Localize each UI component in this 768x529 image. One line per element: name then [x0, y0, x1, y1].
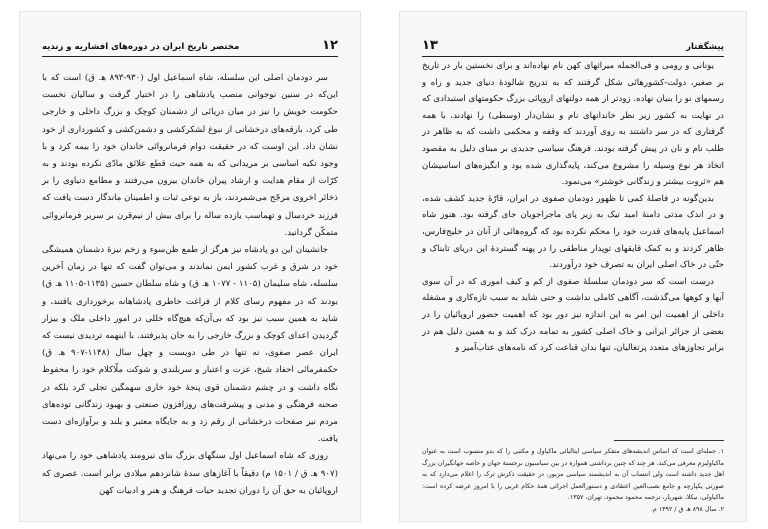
running-title: مختصر تاریخ ایران در دوره‌های افشاریه و زندیه: [42, 42, 240, 52]
left-page-header: [42, 40, 338, 57]
paragraph: بدین‌گونه در فاصلهٔ کمی تا ظهور دودمان صفوی در ایران، قارّهٔ جدید کشف شده، و در اندک مدتی دامنهٔ امید تیک به زیر پای ماجراجویان جای گرفته بود. هنوز شاه اسماعیل پایه‌های قدرت خود را محکم نکرده بود که گروه‌هائی از آنان در خلیج‌فارس، ظاهر کردند و به کمک قایقهای توپدار مناطقی را در پهنه گستردهٔ این دریای تابناک و حتّی در خاک اصلی ایران به تصرف خود درآوردند.: [422, 193, 724, 271]
left-page-body: [42, 70, 338, 500]
left-page: [20, 12, 360, 521]
paragraph: درست است که سر دودمان سلسلهٔ صفوی از کم و کیف اموری که در آن سوی آبها و کوهها می‌گذشت، آگاهی کاملی نداشت و حتی شاید به سبب تازه‌کاری و مشغله داخلی از اهمیت این امر به این اندازه نیز دور بود که اهمیت حضور اروپائیان را در بعضی از جزائر ایرانی و خاک اصلی کشور به تمامه درک کند و به همین دلیل هم در برابر تجاوزهای متعدد پرتغالیان، تنها بدان قناعت کرد که نامه‌های عتاب‌آمیز و: [422, 276, 724, 354]
footnote: ۲. سال ۸۹۸ ه‍. ق / ۱۴۹۲ م.: [650, 505, 724, 513]
page-number: ۱۳: [422, 38, 438, 53]
paragraph: یونانی و رومی و فی‌الجمله میراثهای کهن نام نهاده‌اند و برای نخستین بار در تاریخ بر صغیر، دولت-کشورهائی شکل گرفتند که به تدریج شالودهٔ دنیای جدید و راه و رسمهای نو را بنیان نهاده. زودتر از همه دولتهای اروپائی بزرگ حکومتهای استبدادی که در نهایت به کشور زیر نظر خاندانهای نام و نشان‌دار (وسطی) را نهادند، با همه گرفتاری که در سر داشتند به روی آوردند که وقفه و محکمی داشت که به ظاهر در طلب نام و نان در پیش گرفته بودند. فرهنگ سیاسی جدیدی بر مبنای دلیل به مقصود اتخاذ هر نوع وسیله را مشروع می‌کند، پایه‌گذاری شده بود و انگیزه‌های اساسیشان هم «ثروت بیشتر و زندگانی خوشتر» می‌نمود.: [422, 61, 724, 188]
right-page-body: [422, 58, 724, 357]
paragraph: روزی که شاه اسماعیل اول سنگهای بزرگ بنای نیرومند پادشاهی خود را می‌نهاد (۹۰۷ ه‍. ق / ۱۵۰۱ م) دقیقاً با آغازهای سدهٔ شانزدهم میلادی برابر است. عصری که اروپائیان به حق آن را دوران تجدید حیات فرهنگ و هنر و ادبیات کهن: [42, 451, 338, 496]
footnote: ۱. جمله‌ای است که اساس اندیشه‌های متفکر سیاسی ایتالیائی ماکیاول و مکتبی را که بدو منسوب است به عنوان ماکیاولیزم معرفی می‌کند، هر چند که چنین برداشتی همواره در بین سیاسیون برجستهٔ جهان و خاصه جهانگیران بزرگ اهل جدید داشته است ولی انتساب آن به اندیشمند سیاسی مزبور، در حقیقت ذکرش ترک را اعلام می‌دارد که به صورتی یکپارچه و جامع نصب‌العین اعتقادی و دستورالعمل اجرائی همهٔ حکام غربی را با امروز عرضه کرده است: ماکیاولی، نیکلا، شهریار، ترجمه محمود محمود، تهران، ۱۳۵۷.: [422, 448, 724, 502]
right-page-header: [422, 40, 724, 57]
running-title: پیشگفتار: [686, 42, 724, 52]
footnote-separator: [614, 440, 724, 441]
right-page: [400, 12, 746, 521]
footnotes: [422, 446, 724, 516]
paragraph: سر دودمان اصلی این سلسله، شاه اسماعیل اول (۹۳۰-۸۹۳ ه‍. ق) است که با این‌که در سنین نوجوانی منصب پادشاهی را در اختیار گرفت و سالیان نخست حکومت خویش را نیز در میان دریائی از دشمنان کوچک و بزرگ داخلی و خارجی طی کرد، بارقه‌های درخشانی از نبوغ لشکرکشی و دشمن‌کشی و کشورداری از خود نشان داد. این اوست که در حقیقت دوام فرمانروائی خاندان خود را بیمه کرد و با وجود تکیه اساسی بر مریدانی که به همه حیث قطع علائق مادّی نکرده بودند و به کرّات از مقام هدایت و ارشاد پیران خاندان بیرون می‌رفتند و مطامع دنیاوی را بر ذخائر اخروی مرجّح می‌شمردند، باز به نوعی ثبات و اطمینان ماندگار دست یافت که فرزند خردسال و تهماسب یازده ساله را برای بیش از نیم‌قرن بر سریر فرمانروائی متمکّن گردانید.: [42, 73, 338, 238]
paragraph: جانشینان این دو پادشاه نیز هرگز از طمع ظن‌سوء و زخم نیزهٔ دشمنان همیشگی خود در شرق و غرب کشور ایمن نماندند و می‌توان گفت که تنها در زمان آخرین سلسله، شاه سلیمان (۱۱۰۵ - ۱۰۷۷ ه‍. ق) و شاه سلطان حسین (۱۱۳۵-۱۱۰۵ ه‍. ق) بودند که در مفهوم رسای کلام از فراغت خاطری پادشاهانه برخورداری یافتند، و شاید به همین سبب نیز بود که بی‌آن‌که هیچ‌گاه خللی در امور داخلی ملک و بیزار گردیدن اعدای کوچک و بزرگ خارجی را به جان پذیرفتند. با اینهمه تردیدی نیست که ایران عصر صفوی، نه تنها در طی دویست و چهل سال (۱۱۴۸-۹۰۷ ه‍. ق) حکمفرمائی احفاد شیخ، عزت و اعتبار و سربلندی و شوکت ملّاکلام خود را محفوظ نگاه داشت و در چشم دشمنان قوی پنجهٔ خود خاری سهمگین تجلی کرد بلکه در صحنه فرهنگی و مدنی و پیشرفت‌های روزافزون صنعتی و بهبود زندگانی توده‌های مردم نیز صفحات درخشانی از رقم زد و به جایگاه معتبر و بلند و برآوازه‌ای دست یافت.: [42, 245, 339, 445]
book-gutter: [368, 0, 398, 529]
page-number: ۱۲: [322, 38, 338, 53]
